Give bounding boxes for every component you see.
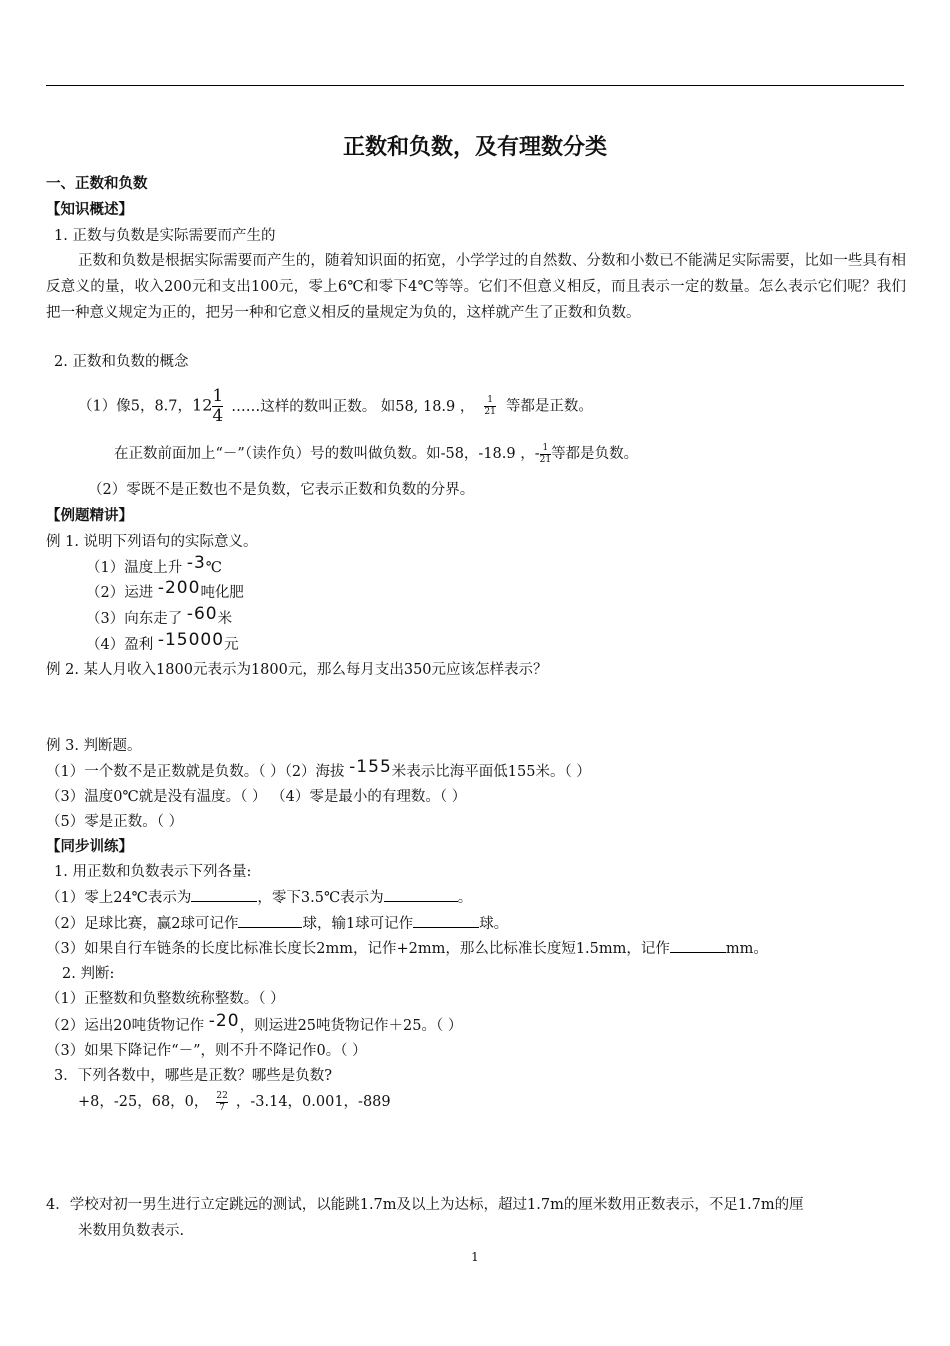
negative-fraction-denominator: 21 [539, 454, 552, 465]
example-3-title: 例 3. 判断题。 [46, 738, 142, 754]
training-2-line-1: （1）正整数和负整数统称整数。（ ） [46, 991, 285, 1007]
handwritten-value: -20 [208, 1011, 240, 1031]
item-label: （4）盈利 [86, 637, 158, 653]
negative-fraction [540, 444, 551, 465]
training-1-line-3 [46, 938, 768, 959]
example-3-line-1 [46, 757, 591, 782]
handwritten-value: -60 [186, 604, 218, 624]
item-unit: 元 [224, 637, 239, 653]
item-label: （3）向东走了 [86, 611, 187, 627]
positive-prefix: （1）像5，8.7， [78, 398, 193, 415]
handwritten-value: -3 [186, 553, 206, 573]
fraction-numerator: 22 [216, 1090, 228, 1101]
training-header: 【同步训练】 [46, 838, 133, 855]
positive-suffix: 等都是正数。 [505, 398, 593, 415]
item-unit: ℃ [205, 560, 223, 576]
question-text: （1）零上24℃表示为 [46, 890, 192, 906]
item-unit: 吨化肥 [200, 585, 244, 601]
knowledge-item-2-title: 2. 正数和负数的概念 [54, 354, 189, 370]
question-text: 球，输1球可记作 [302, 916, 414, 932]
item-unit: 米 [217, 611, 233, 627]
number-list: ，-3.14，0.001，-889 [235, 1094, 391, 1110]
negative-suffix: 等都是负数。 [551, 446, 639, 462]
example-1-item [86, 578, 244, 603]
example-3-line-2: （3）温度0℃就是没有温度。（ ） （4）零是最小的有理数。（ ） [46, 789, 467, 805]
answer-blank[interactable] [413, 913, 479, 928]
example-1-item [86, 604, 233, 629]
training-1-line-2 [46, 913, 508, 934]
example-1-item [86, 553, 223, 578]
mixed-number-denominator: 4 [212, 406, 224, 426]
question-text: ，零下3.5℃表示为 [257, 890, 384, 906]
knowledge-item-1-title: 1. 正数与负数是实际需要而产生的 [54, 228, 276, 244]
question-text: mm。 [725, 941, 768, 957]
example-2: 例 2. 某人月收入1800元表示为1800元，那么每月支出350元应该怎样表示？ [46, 662, 548, 678]
judgment-text: 米表示比海平面低155米。（ ） [391, 764, 591, 780]
answer-blank[interactable] [384, 887, 458, 902]
question-text: （2）足球比赛，赢2球可记作 [46, 916, 239, 932]
item-label: （2）运进 [86, 585, 158, 601]
training-2-line-3: （3）如果下降记作“－”，则不升不降记作0。（ ） [46, 1043, 367, 1059]
positive-fraction [484, 396, 495, 417]
answer-blank[interactable] [670, 938, 726, 953]
training-4-line-2: 米数用负数表示. [78, 1223, 185, 1239]
number-list: +8，-25，68，0， [78, 1094, 209, 1110]
header-rule [46, 85, 904, 86]
document-title: 正数和负数，及有理数分类 [342, 134, 607, 160]
negative-prefix: 在正数前面加上“－”（读作负）号的数叫做负数。如-58，-18.9 ， [114, 446, 535, 462]
handwritten-value: -15000 [157, 630, 225, 650]
item-label: （1）温度上升 [86, 560, 187, 576]
example-1-item [86, 630, 239, 655]
mixed-number-fraction [212, 388, 223, 425]
example-1-title: 例 1. 说明下列语句的实际意义。 [46, 534, 258, 550]
handwritten-value: -155 [349, 757, 392, 777]
positive-fraction-numerator: 1 [487, 395, 493, 405]
knowledge-header: 【知识概述】 [46, 201, 133, 218]
zero-definition: （2）零既不是正数也不是负数，它表示正数和负数的分界。 [88, 482, 475, 498]
mixed-number-numerator: 1 [212, 386, 224, 406]
question-text: ，则运进25吨货物记作＋25。（ ） [239, 1018, 463, 1034]
training-4-line-1: 4．学校对初一男生进行立定跳远的测试，以能跳1.7m及以上为达标，超过1.7m的厘米数用正数表示，不足1.7m的厘 [46, 1197, 804, 1213]
negative-fraction-numerator: 1 [542, 442, 549, 453]
handwritten-value: -200 [157, 578, 201, 598]
answer-blank[interactable] [191, 887, 257, 902]
positive-fraction-denominator: 21 [484, 407, 496, 417]
training-1-title: 1. 用正数和负数表示下列各量: [54, 864, 252, 880]
answer-blank[interactable] [238, 913, 302, 928]
judgment-text: （1）一个数不是正数就是负数。（ ）（2）海拔 [46, 764, 350, 780]
mixed-number-whole: 12 [192, 395, 213, 415]
training-2-title: 2. 判断: [62, 966, 115, 982]
examples-header: 【例题精讲】 [46, 507, 133, 524]
question-text: 球。 [479, 916, 509, 932]
page-number: 1 [471, 1250, 479, 1264]
fraction-denominator: 7 [219, 1102, 225, 1113]
fraction-22-7 [216, 1092, 227, 1113]
knowledge-item-1-paragraph: 正数和负数是根据实际需要而产生的，随着知识面的拓宽，小学学过的自然数、分数和小数已不能满足实际需要，比如一些具有相反意义的量，收入200元和支出100元，零上6℃和零下4℃等等。它们不但意义相反，而且表示一定的数量。怎么表示它们呢？我们把一种意义规定为正的，把另一种和它意义相反的量规定为负的，这样就产生了正数和负数。 [46, 253, 906, 321]
positive-number-line [78, 388, 593, 425]
question-text: 。 [457, 890, 473, 906]
training-2-line-2 [46, 1011, 463, 1036]
training-3-title: 3．下列各数中，哪些是正数？哪些是负数? [54, 1068, 332, 1084]
positive-mid: ……这样的数叫正数。 如58, 18.9 ， [231, 398, 475, 415]
negative-number-line [114, 440, 638, 468]
negative-fraction-sign: - [534, 446, 540, 462]
section-heading: 一、正数和负数 [46, 175, 148, 192]
question-text: （3）如果自行车链条的长度比标准长度长2mm，记作+2mm，那么比标准长度短1.5mm，记作 [46, 941, 670, 957]
question-text: （2）运出20吨货物记作 [46, 1018, 209, 1034]
example-3-line-3: （5）零是正数。（ ） [46, 814, 184, 830]
training-3-numbers [78, 1090, 391, 1114]
training-1-line-1 [46, 887, 472, 908]
